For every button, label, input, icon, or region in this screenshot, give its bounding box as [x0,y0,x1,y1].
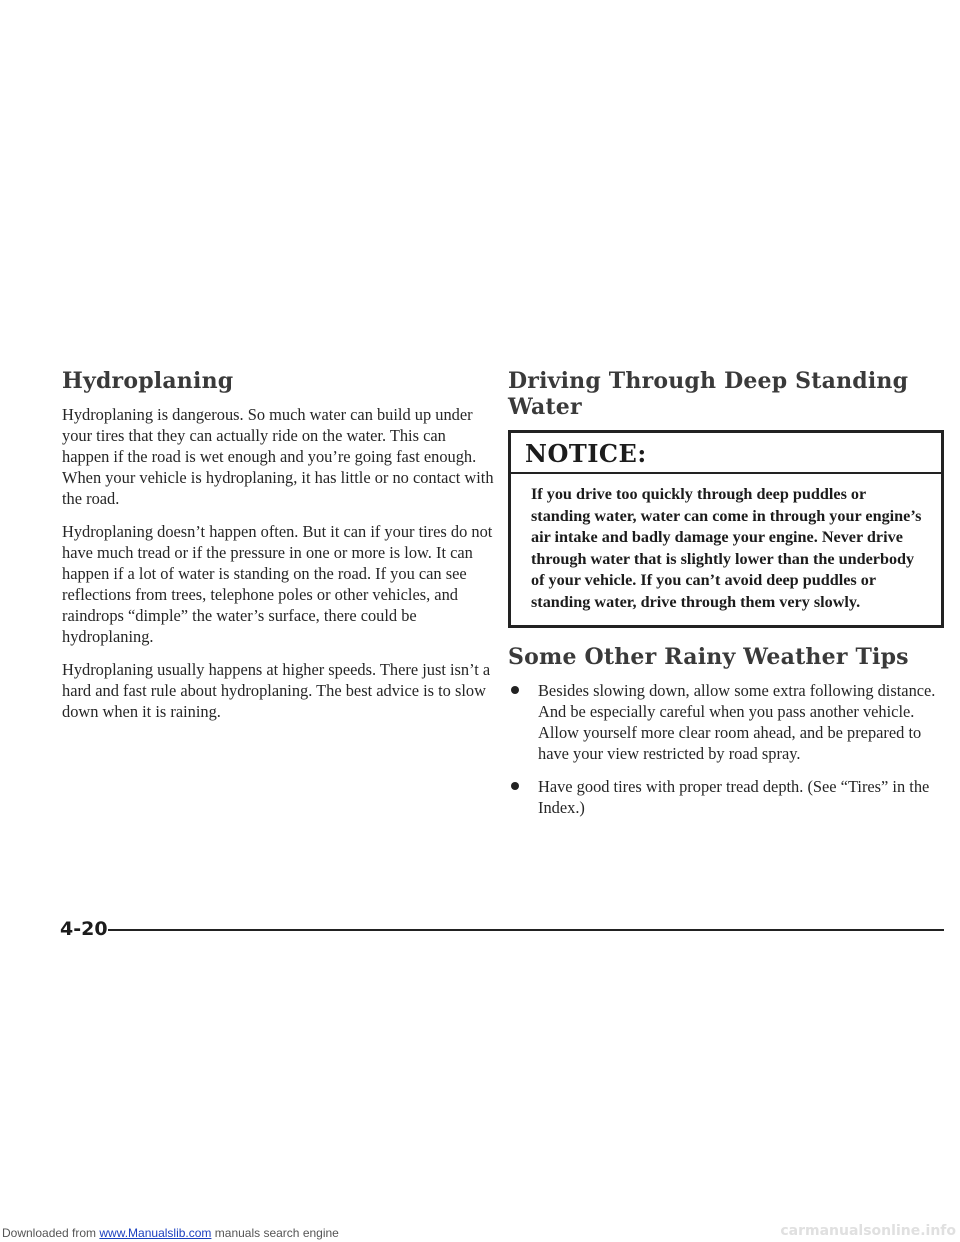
hydroplaning-paragraph: Hydroplaning is dangerous. So much water can build up under your tires that they can actually ride on the water. This can happen if the road is wet enough and you’re going fast enough. When your vehicle is hydroplaning, it has little or no contact with the road. [62,405,494,508]
rainy-tips-list [508,680,944,818]
left-column [62,368,494,734]
notice-box [508,430,944,628]
tip-text: Have good tires with proper tread depth. (See “Tires” in the Index.) [538,777,930,817]
hydroplaning-paragraph: Hydroplaning doesn’t happen often. But it can if your tires do not have much tread or if the pressure in one or more is low. It can happen if a lot of water is standing on the road. If you can see reflections from trees, telephone poles or other vehicles, and raindrops “dimple” the water’s surface, there could be hydroplaning. [62,522,493,646]
banner-prefix: Downloaded from [2,1226,100,1240]
hydroplaning-paragraph: Hydroplaning usually happens at higher speeds. There just isn’t a hard and fast rule about hydroplaning. The best advice is to slow down when it is raining. [62,660,491,721]
download-banner [2,1226,339,1240]
list-item [508,776,944,818]
notice-title: NOTICE: [511,433,941,474]
manualslib-link[interactable]: www.Manualslib.com [99,1226,212,1240]
right-column [508,368,944,830]
standing-water-heading: Driving Through Deep Standing Water [508,368,909,420]
footer-rule [108,929,944,931]
list-item [508,680,944,764]
rainy-tips-heading: Some Other Rainy Weather Tips [508,644,909,670]
page-number: 4-20 [60,918,108,940]
hydroplaning-heading: Hydroplaning [62,368,234,394]
banner-suffix: manuals search engine [211,1226,339,1240]
bullet-icon [511,782,519,790]
tip-text: Besides slowing down, allow some extra following distance. And be especially careful when you pass another vehicle. Allow yourself more clear room ahead, and be prepared to have your view restricted by road spray. [538,681,936,763]
notice-text: If you drive too quickly through deep puddles or standing water, water can come in through your engine’s air intake and badly damage your engine. Never drive through water that is slightly lower than the underbody of your vehicle. If you can’t avoid deep puddles or standing water, drive through them very slowly. [531,485,922,611]
site-watermark: carmanualsonline.info [780,1223,956,1239]
bullet-icon [511,686,519,694]
